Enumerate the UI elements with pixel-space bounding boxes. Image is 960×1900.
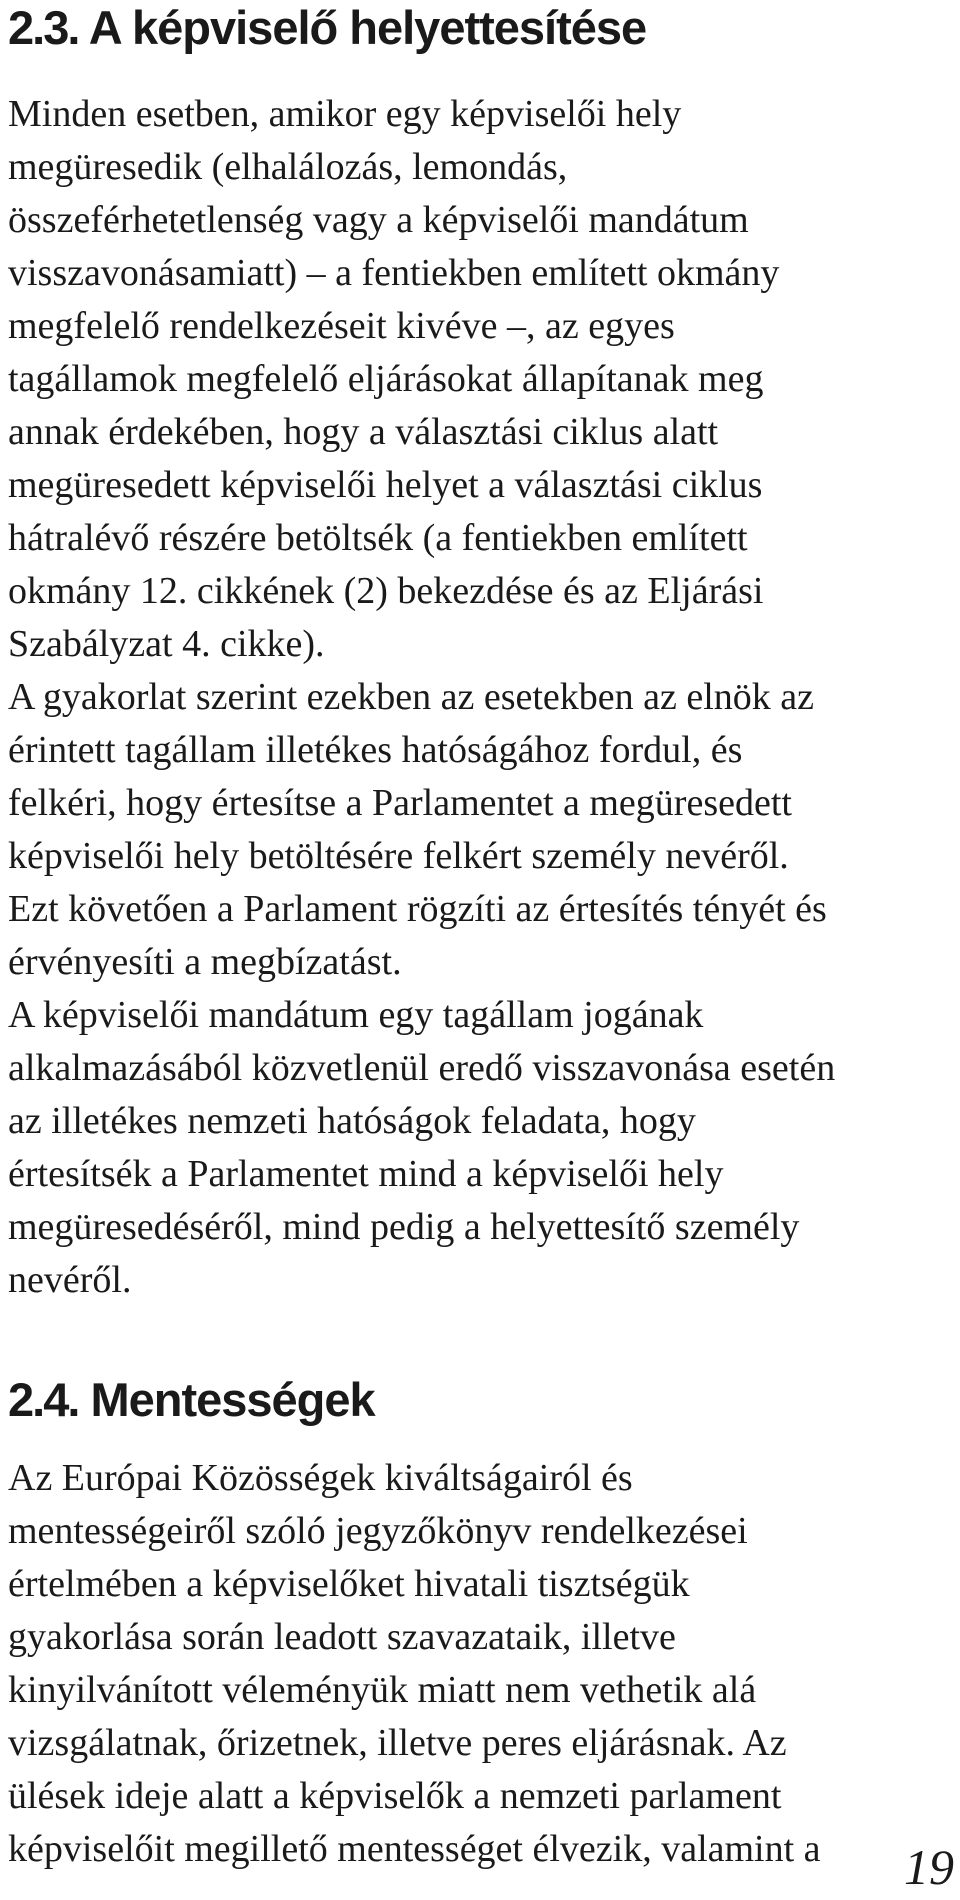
text-line: felkéri, hogy értesítse a Parlamentet a megüresedett <box>8 782 792 824</box>
text-line: Az Európai Közösségek kiváltságairól és <box>8 1457 633 1499</box>
section-body-2-3 <box>0 88 835 1307</box>
text-line: gyakorlása során leadott szavazataik, illetve <box>8 1616 676 1658</box>
text-line: Szabályzat 4. cikke). <box>8 623 325 665</box>
text-line: Minden esetben, amikor egy képviselői hely <box>8 93 682 135</box>
text-line: hátralévő részére betöltsék (a fentiekben említett <box>8 517 748 559</box>
text-line: kinyilvánított véleményük miatt nem vethetik alá <box>8 1669 757 1711</box>
text-line: képviselőit megillető mentességet élvezik, valamint a <box>8 1828 821 1870</box>
text-line: megüresedéséről, mind pedig a helyettesítő személy <box>8 1206 800 1248</box>
text-line: A gyakorlat szerint ezekben az esetekben az elnök az <box>8 676 815 718</box>
section-heading-2-3 <box>0 0 646 56</box>
text-line: visszavonásamiatt) – a fentiekben említett okmány <box>8 252 780 294</box>
text-line: okmány 12. cikkének (2) bekezdése és az Eljárási <box>8 570 764 612</box>
text-line: vizsgálatnak, őrizetnek, illetve peres eljárásnak. Az <box>8 1722 787 1764</box>
section-number: 2.4. <box>8 1373 79 1426</box>
text-line: értesítsék a Parlamentet mind a képviselői hely <box>8 1153 724 1195</box>
section-title: A képviselő helyettesítése <box>88 1 647 54</box>
text-line: az illetékes nemzeti hatóságok feladata, hogy <box>8 1100 696 1142</box>
text-line: megfelelő rendelkezéseit kivéve –, az egyes <box>8 305 675 347</box>
text-line: tagállamok megfelelő eljárásokat állapítanak meg <box>8 358 764 400</box>
text-line: érvényesíti a megbízatást. <box>8 941 402 983</box>
text-line: annak érdekében, hogy a választási ciklus alatt <box>8 411 719 453</box>
section-title: Mentességek <box>90 1373 375 1426</box>
text-line: összeférhetetlenség vagy a képviselői mandátum <box>8 199 749 241</box>
page-number: 19 <box>904 1839 954 1895</box>
text-line: nevéről. <box>8 1259 132 1301</box>
section-body-2-4 <box>0 1452 821 1876</box>
text-line: érintett tagállam illetékes hatóságához fordul, és <box>8 729 743 771</box>
text-line: alkalmazásából közvetlenül eredő visszavonása esetén <box>8 1047 836 1089</box>
text-line: értelmében a képviselőket hivatali tisztségük <box>8 1563 690 1605</box>
text-line: A képviselői mandátum egy tagállam jogának <box>8 994 704 1036</box>
text-line: megüresedett képviselői helyet a választási ciklus <box>8 464 763 506</box>
text-line: ülések ideje alatt a képviselők a nemzeti parlament <box>8 1775 782 1817</box>
text-line: Ezt követően a Parlament rögzíti az értesítés tényét és <box>8 888 827 930</box>
section-number: 2.3. <box>8 1 79 54</box>
section-heading-2-4 <box>0 1372 375 1428</box>
text-line: mentességeiről szóló jegyzőkönyv rendelkezései <box>8 1510 748 1552</box>
text-line: képviselői hely betöltésére felkért személy nevéről. <box>8 835 789 877</box>
text-line: megüresedik (elhalálozás, lemondás, <box>8 146 568 188</box>
